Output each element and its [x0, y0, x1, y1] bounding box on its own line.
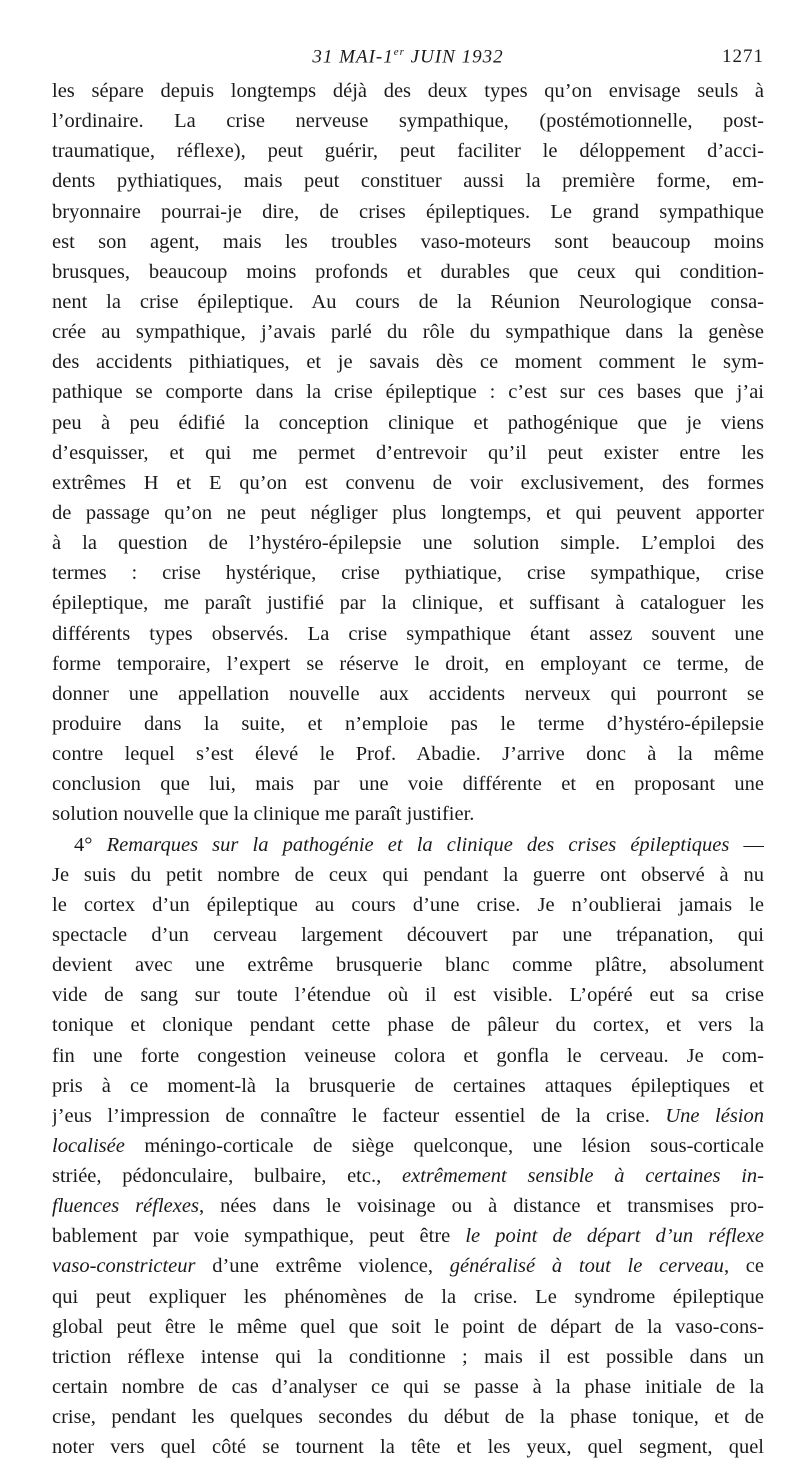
text-line: brusques, beaucoup moins profonds et durables que ceux qui condition- [52, 260, 764, 283]
text-line: différents types observés. La crise sympathique étant assez souvent une [52, 622, 764, 645]
text-line: les sépare depuis longtemps déjà des deux types qu’on envisage seuls à [52, 80, 764, 102]
italic-run: vaso-constricteur [52, 1255, 196, 1278]
text-line: bryonnaire pourrai-je dire, de crises épileptiques. Le grand sympathique [52, 200, 764, 223]
running-header [52, 46, 764, 76]
text-line [52, 1131, 764, 1161]
text-line: tonique et clonique pendant cette phase de pâleur du cortex, et vers la [52, 1014, 764, 1037]
text-line: l’ordinaire. La crise nerveuse sympathique, (postémotionnelle, post- [52, 110, 764, 133]
text-line: devient avec une extrême brusquerie blanc comme plâtre, absolument [52, 954, 764, 977]
text-run: 4° [74, 833, 107, 856]
text-line: contre lequel s’est élevé le Prof. Abadie. J’arrive donc à la même [52, 743, 764, 766]
text-run: d’une extrême violence, [195, 1255, 450, 1278]
text-line: épileptique, me paraît justifié par la clinique, et suffisant à cataloguer les [52, 592, 764, 615]
text-line [52, 1161, 764, 1191]
header-date: 31 MAI-1er JUIN 1932 [312, 46, 504, 68]
text-line: conclusion que lui, mais par une voie différente et en proposant une [52, 773, 764, 796]
body-text [52, 76, 764, 1462]
text-line: certain nombre de cas d’analyser ce qui se passe à la phase initiale de la [52, 1376, 764, 1399]
text-line [52, 1191, 764, 1221]
text-run: j’eus l’impression de connaître le facteur essentiel de la crise. [52, 1104, 666, 1127]
text-line: fin une forte congestion veineuse colora et gonfla le cerveau. Je com- [52, 1044, 764, 1067]
text-line: traumatique, réflexe), peut guérir, peut faciliter le déloppement d’acci- [52, 140, 764, 163]
text-line: donner une appellation nouvelle aux accidents nerveux qui pourront se [52, 682, 764, 705]
text-line: noter vers quel côté se tournent la tête et les yeux, quel segment, quel [52, 1436, 764, 1459]
text-line: le cortex d’un épileptique au cours d’une crise. Je n’oublierai jamais le [52, 893, 764, 916]
text-line: extrêmes H et E qu’on est convenu de voir exclusivement, des formes [52, 471, 764, 494]
text-line [52, 1221, 764, 1251]
italic-run: généralisé à tout le cerveau [449, 1255, 724, 1278]
text-line: termes : crise hystérique, crise pythiatique, crise sympathique, crise [52, 562, 764, 585]
text-run: bablement par voie sympathique, peut être [52, 1225, 466, 1248]
text-line: spectacle d’un cerveau largement découvert par une trépanation, qui [52, 923, 764, 946]
text-run: , nées dans le voisinage ou à distance et transmises pro- [198, 1195, 764, 1218]
text-line [52, 1251, 764, 1281]
italic-run: le point de départ d’un réflexe [465, 1225, 764, 1248]
text-line: nent la crise épileptique. Au cours de la Réunion Neurologique consa- [52, 290, 764, 313]
text-run: — [729, 833, 764, 856]
text-run: , ce [723, 1255, 764, 1278]
text-line: global peut être le même quel que soit le point de départ de la vaso-cons- [52, 1315, 764, 1338]
text-line: dents pythiatiques, mais peut constituer aussi la première forme, em- [52, 170, 764, 193]
text-line [52, 1101, 764, 1131]
text-line: à la question de l’hystéro-épilepsie une solution simple. L’emploi des [52, 532, 764, 555]
text-line: triction réflexe intense qui la conditionne ; mais il est possible dans un [52, 1345, 764, 1368]
text-line: pathique se comporte dans la crise épileptique : c’est sur ces bases que j’ai [52, 381, 764, 404]
text-line: crise, pendant les quelques secondes du début de la phase tonique, et de [52, 1406, 764, 1429]
text-line: d’esquisser, et qui me permet d’entrevoir qu’il peut exister entre les [52, 441, 764, 464]
text-line: de passage qu’on ne peut négliger plus longtemps, et qui peuvent apporter [52, 501, 764, 524]
text-line: solution nouvelle que la clinique me paraît justifier. [52, 803, 475, 826]
text-line: pris à ce moment-là la brusquerie de certaines attaques épileptiques et [52, 1074, 764, 1097]
italic-run: extrêmement sensible à certaines in- [402, 1165, 764, 1188]
italic-run: localisée [52, 1134, 125, 1157]
text-line: crée au sympathique, j’avais parlé du rôle du sympathique dans la genèse [52, 321, 764, 344]
italic-run: fluences réflexes [52, 1195, 199, 1218]
text-line: Je suis du petit nombre de ceux qui pendant la guerre ont observé à nu [52, 863, 764, 886]
text-line: produire dans la suite, et n’emploie pas le terme d’hystéro-épilepsie [52, 712, 764, 735]
page-number: 1271 [722, 46, 764, 67]
italic-run: Une lésion [665, 1104, 764, 1127]
text-line: forme temporaire, l’expert se réserve le droit, en employant ce terme, de [52, 652, 764, 675]
text-line: qui peut expliquer les phénomènes de la crise. Le syndrome épileptique [52, 1285, 764, 1308]
text-line: vide de sang sur toute l’étendue où il est visible. L’opéré eut sa crise [52, 984, 764, 1007]
text-line: est son agent, mais les troubles vaso-moteurs sont beaucoup moins [52, 230, 764, 253]
text-run: striée, pédonculaire, bulbaire, etc., [52, 1165, 402, 1188]
text-line: peu à peu édifié la conception clinique et pathogénique que je viens [52, 411, 764, 434]
text-line: des accidents pithiatiques, et je savais dès ce moment comment le sym- [52, 351, 764, 374]
italic-run: Remarques sur la pathogénie et la clinique des crises épileptiques [106, 833, 730, 856]
text-run: méningo-corticale de siège quelconque, une lésion sous-corticale [124, 1134, 764, 1157]
text-line [52, 830, 764, 860]
